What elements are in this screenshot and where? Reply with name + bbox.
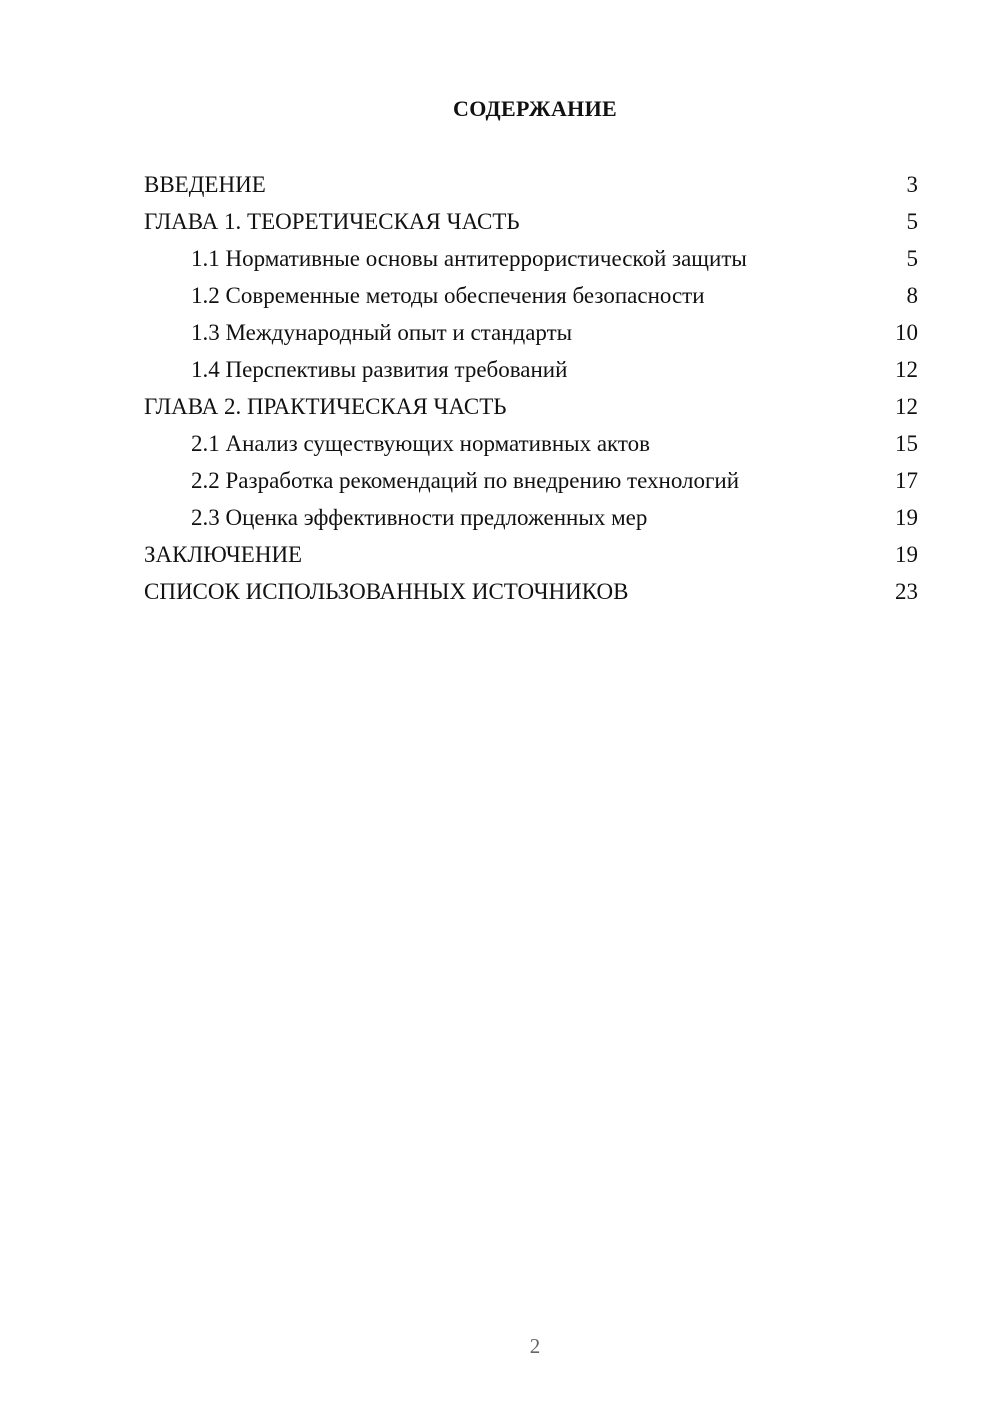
page-title: СОДЕРЖАНИЕ <box>453 96 617 121</box>
toc-entry-label: ГЛАВА 1. ТЕОРЕТИЧЕСКАЯ ЧАСТЬ <box>144 209 520 234</box>
toc-entry-label: ВВЕДЕНИЕ <box>144 172 266 197</box>
toc-entry-chapter-2 <box>144 388 918 425</box>
toc-entry-label: 1.4 Перспективы развития требований <box>191 357 568 382</box>
toc-entry-section-1-3 <box>144 314 918 351</box>
toc-entry-label: 1.2 Современные методы обеспечения безопасности <box>191 283 705 308</box>
toc-entry-label: 1.3 Международный опыт и стандарты <box>191 320 573 345</box>
toc-entry-label: 2.1 Анализ существующих нормативных актов <box>191 431 651 456</box>
toc-entry-label: 1.1 Нормативные основы антитеррористической защиты <box>191 246 747 271</box>
toc-entry-page: 23 <box>895 579 918 604</box>
toc-entry-label: 2.2 Разработка рекомендаций по внедрению технологий <box>191 468 740 493</box>
toc-entry-label: 2.3 Оценка эффективности предложенных мер <box>191 505 648 530</box>
toc-entry-page: 19 <box>895 505 918 530</box>
toc-entry-page: 19 <box>895 542 918 567</box>
toc-entry-page: 12 <box>895 394 918 419</box>
toc-entry-page: 3 <box>906 172 918 197</box>
toc-entry-label: СПИСОК ИСПОЛЬЗОВАННЫХ ИСТОЧНИКОВ <box>144 579 629 604</box>
toc-entry-page: 10 <box>895 320 918 345</box>
toc-entry-references <box>144 573 918 610</box>
toc-entry-label: ЗАКЛЮЧЕНИЕ <box>144 542 303 567</box>
toc-entry-section-2-3 <box>144 499 918 536</box>
toc-entry-section-1-1 <box>144 240 918 277</box>
toc-entry-section-1-2 <box>144 277 918 314</box>
toc-entry-page: 17 <box>895 468 918 493</box>
toc-entry-page: 5 <box>906 246 918 271</box>
page-number: 2 <box>529 1334 541 1358</box>
toc-entry-page: 5 <box>906 209 918 234</box>
table-of-contents <box>144 166 918 610</box>
toc-entry-conclusion <box>144 536 918 573</box>
toc-entry-section-2-2 <box>144 462 918 499</box>
toc-entry-page: 12 <box>895 357 918 382</box>
toc-entry-page: 8 <box>906 283 918 308</box>
toc-entry-section-1-4 <box>144 351 918 388</box>
toc-entry-label: ГЛАВА 2. ПРАКТИЧЕСКАЯ ЧАСТЬ <box>144 394 507 419</box>
toc-entry-chapter-1 <box>144 203 918 240</box>
toc-entry-section-2-1 <box>144 425 918 462</box>
toc-entry-page: 15 <box>895 431 918 456</box>
toc-entry-introduction <box>144 166 918 203</box>
